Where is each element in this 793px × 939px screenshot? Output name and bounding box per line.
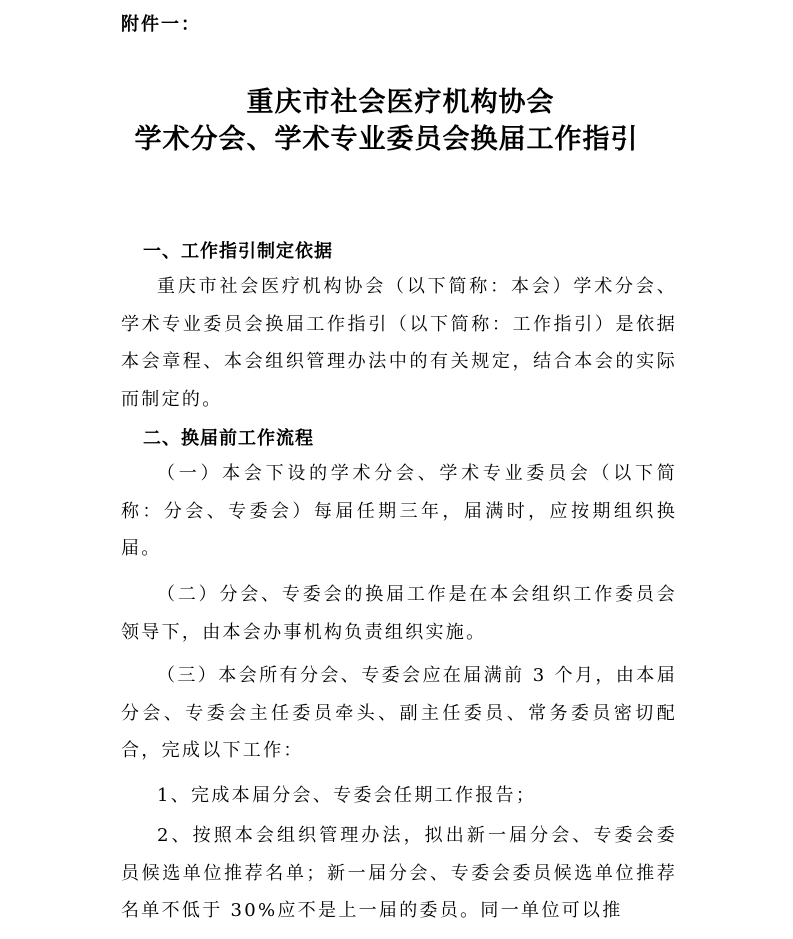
section-heading-pre-election-process: 二、换届前工作流程 — [143, 428, 314, 449]
paragraph-term: （一）本会下设的学术分会、学术专业委员会（以下简称：分会、专委会）每届任期三年，届满时，应按期组织换届。 — [121, 463, 677, 559]
document-title-line-2: 学术分会、学术专业委员会换届工作指引 — [134, 124, 639, 155]
list-item-candidates: 2、按照本会组织管理办法，拟出新一届分会、专委会委员候选单位推荐名单；新一届分会、专委会委员候选单位推荐名单不低于 30%应不是上一届的委员。同一单位可以推 — [121, 825, 677, 921]
paragraph-leadership: （二）分会、专委会的换届工作是在本会组织工作委员会领导下，由本会办事机构负责组织实施。 — [121, 584, 677, 643]
paragraph-preparation: （三）本会所有分会、专委会应在届满前 3 个月，由本届分会、专委会主任委员牵头、副主任委员、常务委员密切配合，完成以下工作： — [121, 665, 677, 761]
section-heading-basis: 一、工作指引制定依据 — [143, 241, 333, 262]
attachment-label: 附件一： — [121, 14, 201, 35]
paragraph-basis: 重庆市社会医疗机构协会（以下简称：本会）学术分会、学术专业委员会换届工作指引（以下简称：工作指引）是依据本会章程、本会组织管理办法中的有关规定，结合本会的实际而制定的。 — [121, 276, 677, 410]
document-title-line-1: 重庆市社会医疗机构协会 — [246, 87, 555, 118]
list-item-report: 1、完成本届分会、专委会任期工作报告； — [157, 785, 537, 806]
